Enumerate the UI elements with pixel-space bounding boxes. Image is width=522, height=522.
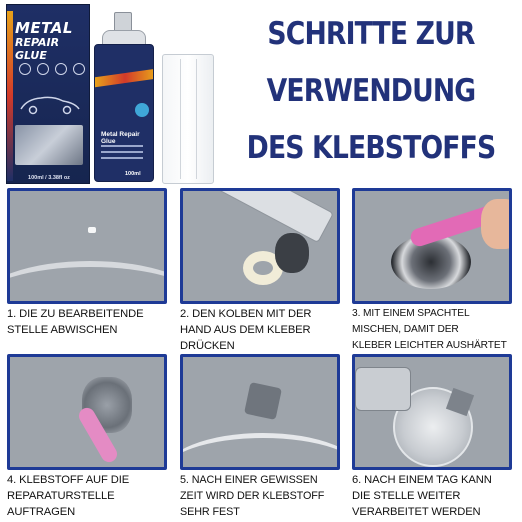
step-4-caption: 4. KLEBSTOFF AUF DIE REPARATURSTELLE AUFTRAGEN (7, 474, 130, 518)
step-2-photo (180, 188, 340, 304)
step-5-photo (180, 354, 340, 470)
syringe-cap (114, 12, 132, 32)
syringe-feature-lines (101, 145, 149, 163)
feature-icon (37, 63, 49, 75)
step-1-caption: 1. DIE ZU BEARBEITENDE STELLE ABWISCHEN (7, 308, 144, 336)
title-line-3: DES KLEBSTOFFS (246, 130, 496, 166)
step-6-photo (352, 354, 512, 470)
step-1-photo (7, 188, 167, 304)
step-6-caption: 6. NACH EINEM TAG KANN DIE STELLE WEITER VERARBEITET WERDEN (352, 474, 492, 518)
step-5-caption: 5. NACH EINER GEWISSEN ZEIT WIRD DER KLEBSTOFF SEHR FEST (180, 474, 325, 518)
car-icon (17, 91, 83, 117)
product-header (0, 0, 522, 186)
feature-icon (73, 63, 85, 75)
step-3-photo (352, 188, 512, 304)
step-3-caption: 3. MIT EINEM SPACHTEL MISCHEN, DAMIT DER KLEBER LEICHTER AUSHÄRTET (352, 308, 507, 351)
box-feature-icons (19, 63, 85, 75)
title-line-1: SCHRITTE ZUR (267, 16, 475, 52)
syringe-badge-icon (135, 103, 149, 117)
box-product-photo (15, 125, 83, 165)
box-stripe (7, 11, 13, 181)
syringe-band (95, 69, 154, 87)
feature-icon (55, 63, 67, 75)
syringe-body (94, 44, 154, 182)
product-box (6, 4, 90, 184)
glue-syringe (92, 12, 156, 184)
feature-icon (19, 63, 31, 75)
step-2-caption: 2. DEN KOLBEN MIT DER HAND AUS DEM KLEBER DRÜCKEN (180, 308, 312, 352)
box-title-line1: METAL (15, 19, 73, 37)
step-4-photo (7, 354, 167, 470)
box-logo (15, 19, 85, 62)
box-title-line2: REPAIR GLUE (15, 36, 60, 62)
title-line-2: VERWENDUNG (266, 73, 476, 109)
box-volume: 100ml / 3.38fl oz (28, 175, 70, 181)
page-title (245, 6, 498, 177)
syringe-volume: 100ml (125, 171, 141, 177)
syringe-label: Metal Repair Glue (101, 131, 140, 145)
mixing-nozzle (162, 54, 214, 184)
